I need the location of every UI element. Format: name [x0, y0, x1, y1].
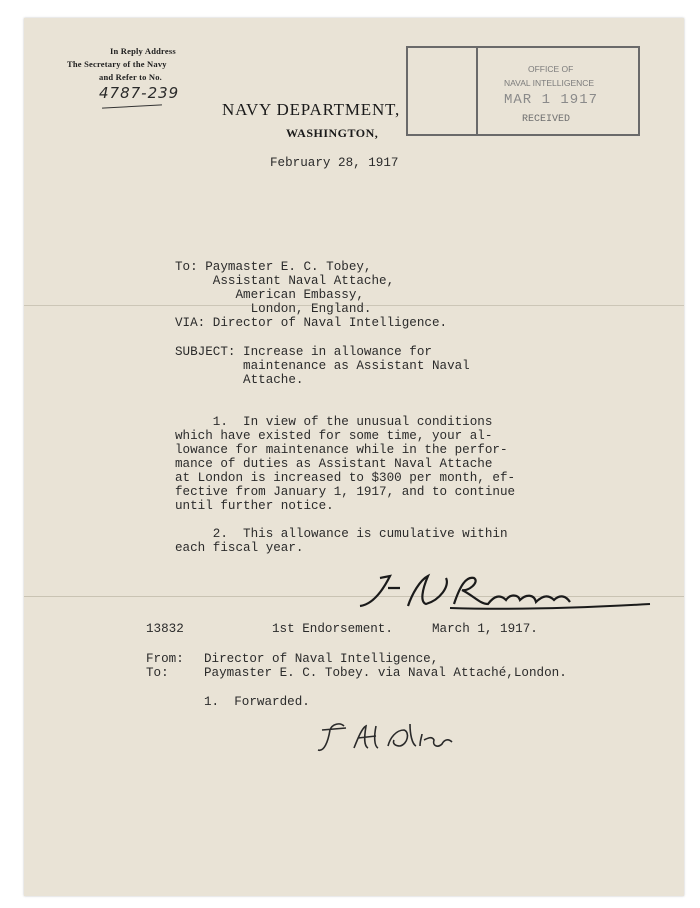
- stamp-office-line: OFFICE OF: [528, 64, 574, 74]
- letter-page: [24, 18, 684, 896]
- received-stamp: [406, 46, 640, 136]
- endorsement-to-value: Paymaster E. C. Tobey. via Naval Attaché,London.: [204, 666, 567, 680]
- endorsement-date: March 1, 1917.: [432, 622, 538, 636]
- endorsement-from-value: Director of Naval Intelligence,: [204, 652, 439, 666]
- paragraph1-line7: until further notice.: [175, 499, 334, 513]
- file-number-underline: [102, 104, 162, 108]
- paragraph2-line1: 2. This allowance is cumulative within: [175, 527, 508, 541]
- endorsement-to-label: To:: [146, 666, 169, 680]
- address-embassy: American Embassy,: [175, 288, 364, 302]
- city-heading: WASHINGTON,: [286, 126, 379, 140]
- endorsement-forwarded: 1. Forwarded.: [204, 695, 310, 709]
- roosevelt-signature: [350, 566, 660, 614]
- endorsement-title: 1st Endorsement.: [272, 622, 393, 636]
- oliver-signature: [310, 718, 470, 758]
- address-title: Assistant Naval Attache,: [175, 274, 395, 288]
- department-heading: NAVY DEPARTMENT,: [222, 100, 401, 119]
- letter-date: February 28, 1917: [270, 156, 399, 170]
- subject-line1: SUBJECT: Increase in allowance for: [175, 345, 432, 359]
- paragraph1-line3: lowance for maintenance while in the perfor-: [175, 443, 508, 457]
- address-city: London, England.: [175, 302, 372, 316]
- reply-address-line2: The Secretary of the Navy: [67, 59, 167, 69]
- subject-line3: Attache.: [175, 373, 304, 387]
- stamp-received: RECEIVED: [522, 114, 571, 125]
- endorsement-number: 13832: [146, 622, 184, 636]
- stamp-naval-intelligence-line: NAVAL INTELLIGENCE: [504, 78, 595, 88]
- paragraph1-line1: 1. In view of the unusual conditions: [175, 415, 493, 429]
- handwritten-file-number: 4787-239: [99, 84, 180, 102]
- paragraph1-line2: which have existed for some time, your al-: [175, 429, 493, 443]
- reply-address-line3: and Refer to No.: [99, 72, 163, 82]
- paragraph1-line6: fective from January 1, 1917, and to continue: [175, 485, 516, 499]
- endorsement-from-label: From:: [146, 652, 184, 666]
- subject-line2: maintenance as Assistant Naval: [175, 359, 470, 373]
- paragraph1-line4: mance of duties as Assistant Naval Attache: [175, 457, 493, 471]
- address-to: To: Paymaster E. C. Tobey,: [175, 260, 372, 274]
- paragraph2-line2: each fiscal year.: [175, 541, 304, 555]
- paragraph1-line5: at London is increased to $300 per month, ef-: [175, 471, 516, 485]
- stamp-date: MAR 1 1917: [504, 92, 599, 108]
- address-via: VIA: Director of Naval Intelligence.: [175, 316, 448, 330]
- reply-address-line1: In Reply Address: [110, 46, 176, 56]
- stamp-divider: [476, 48, 478, 134]
